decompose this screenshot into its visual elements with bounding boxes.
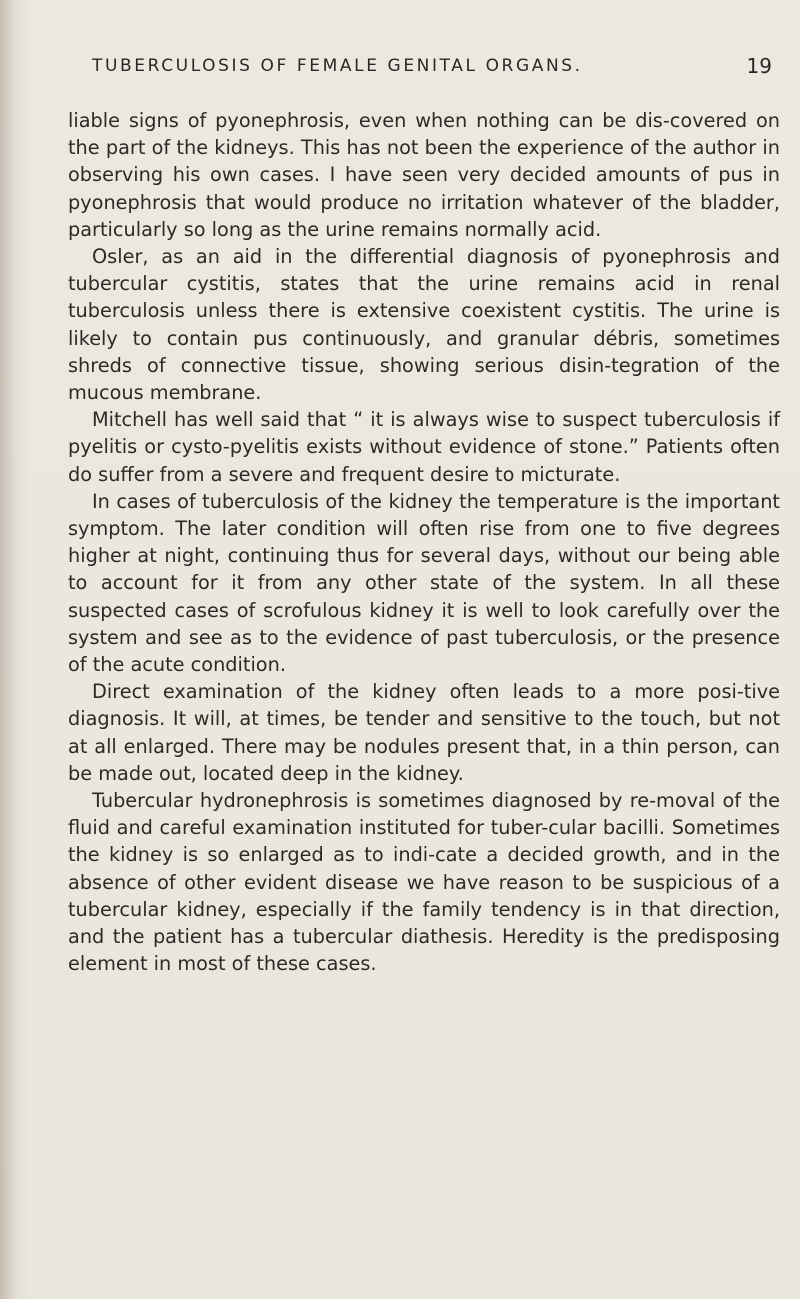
page-number: 19 [746,54,772,78]
paragraph: Mitchell has well said that “ it is always wise to suspect tuberculosis if pyelitis or cysto-pyelitis exists without evidence of stone.” Patients often do suffer from a severe and frequent desire to micturate. [68,408,780,486]
paragraph: In cases of tuberculosis of the kidney the temperature is the important symptom. The later condition will often rise from one to five degrees higher at night, continuing thus for several days, without our being able to account for it from any other state of the system. In all these suspected cases of scrofulous kidney it is well to look carefully over the system and see as to the evidence of past tuberculosis, or the presence of the acute condition. [68,489,780,677]
paragraph: liable signs of pyonephrosis, even when nothing can be dis-covered on the part of the kidneys. This has not been the experience of the author in observing his own cases. I have seen very decided amounts of pus in pyonephrosis that would produce no irritation whatever of the bladder, particularly so long as the urine remains normally acid. [68,109,780,241]
page-edge-shadow [0,0,16,1299]
paragraph: Direct examination of the kidney often leads to a more posi-tive diagnosis. It will, at times, be tender and sensitive to the touch, but not at all enlarged. There may be nodules present that, in a thin person, can be made out, located deep in the kidney. [68,680,780,785]
paragraph: Tubercular hydronephrosis is sometimes diagnosed by re-moval of the fluid and careful examination instituted for tuber-cular bacilli. Sometimes the kidney is so enlarged as to indi-cate a decided growth, and in the absence of other evident disease we have reason to be suspicious of a tubercular kidney, especially if the family tendency is in that direction, and the patient has a tubercular diathesis. Heredity is the predisposing element in most of these cases. [68,789,780,976]
paragraph: Osler, as an aid in the differential diagnosis of pyonephrosis and tubercular cystitis, states that the urine remains acid in renal tuberculosis unless there is extensive coexistent cystitis. The urine is likely to contain pus continuously, and granular débris, sometimes shreds of connective tissue, showing serious disin-tegration of the mucous membrane. [68,245,780,405]
page-header [92,56,772,90]
body-text [68,107,780,978]
running-head: TUBERCULOSIS OF FEMALE GENITAL ORGANS. [92,56,583,76]
